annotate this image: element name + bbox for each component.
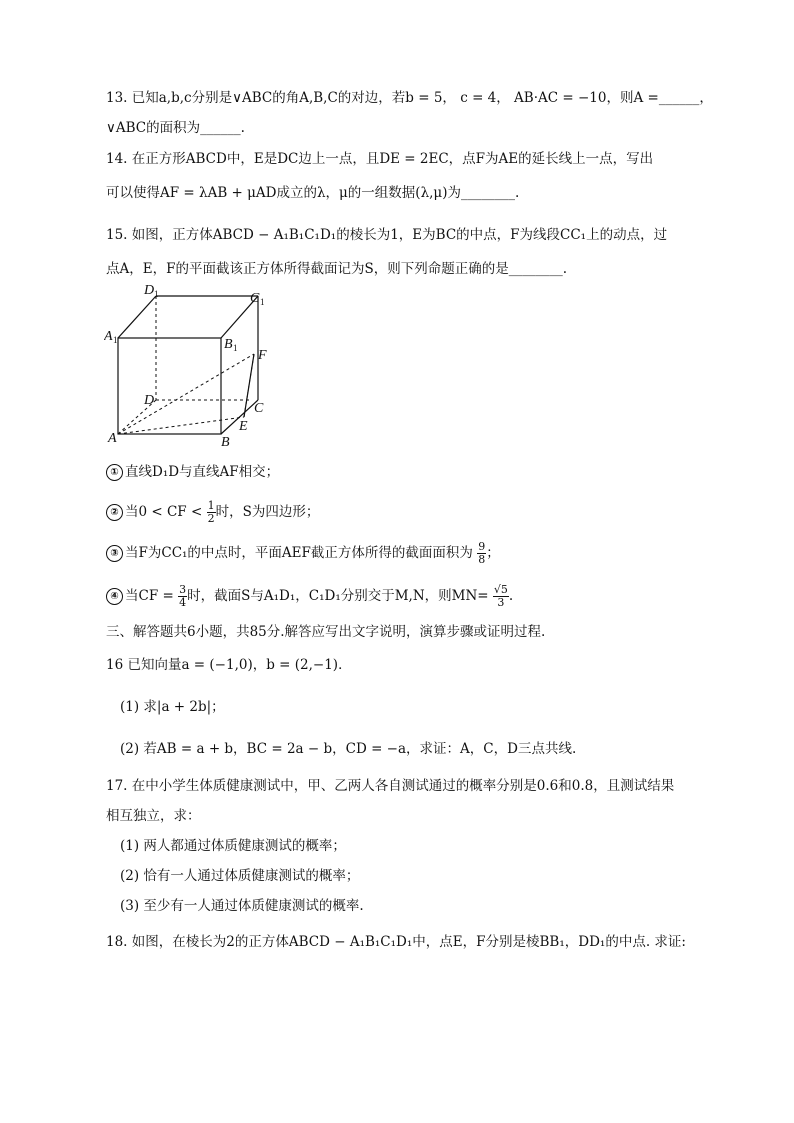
option-3-fraction-den: 8 [478, 553, 486, 566]
option-3 [106, 541, 500, 566]
option-4-text-a: 当CF = [125, 588, 174, 604]
q17-line1: 17. 在中小学生体质健康测试中，甲、乙两人各自测试通过的概率分别是0.6和0.8，且测试结果 [106, 778, 675, 794]
q13-line2: ∨ABC的面积为______. [106, 120, 245, 136]
q16-part2: (2) 若AB = a + b，BC = 2a − b，CD = −a，求证：A，C，D三点共线. [120, 741, 577, 757]
cube-figure [104, 282, 284, 452]
q15-line2: 点A，E，F的平面截该正方体所得截面记为S，则下列命题正确的是________. [106, 261, 568, 277]
option-4-fraction-num: 3 [179, 583, 187, 596]
option-1-text: 直线D₁D与直线AF相交； [125, 464, 280, 480]
option-2-marker: ② [106, 504, 123, 521]
q17-part3: (3) 至少有一人通过体质健康测试的概率. [120, 898, 364, 914]
q16-part1: (1) 求|a + 2b|； [120, 699, 225, 715]
label-D1: D [144, 283, 155, 298]
section3-heading: 三、解答题共6小题，共85分.解答应写出文字说明，演算步骤或证明过程. [106, 624, 546, 640]
option-2-fraction-den: 2 [207, 512, 215, 525]
label-C: C [254, 401, 264, 416]
option-4-fraction-2 [493, 584, 509, 609]
option-4-fraction [178, 584, 187, 609]
label-B1: B [224, 337, 233, 352]
option-2-text-a: 当0 < CF < [125, 504, 203, 520]
edge-A1D1 [118, 296, 156, 338]
option-4-marker: ④ [106, 588, 123, 605]
q18-line1: 18. 如图，在棱长为2的正方体ABCD − A₁B₁C₁D₁中，点E，F分别是棱BB₁，DD₁的中点. 求证: [106, 934, 686, 950]
option-3-fraction-num: 9 [478, 540, 486, 553]
q17-part1: (1) 两人都通过体质健康测试的概率； [120, 838, 346, 854]
label-C1-sub: 1 [260, 297, 265, 307]
q16-line1: 16 已知向量a = (−1,0)，b = (2,−1)． [106, 657, 352, 673]
label-F: F [258, 348, 267, 363]
option-1 [106, 462, 279, 482]
option-2-fraction-num: 1 [207, 499, 215, 512]
label-A1: A [104, 329, 113, 344]
line-AE [118, 417, 244, 434]
q17-line2: 相互独立，求： [106, 808, 201, 824]
q14-line1: 14. 在正方形ABCD中，E是DC边上一点，且DE = 2EC，点F为AE的延长线上一点，写出 [106, 151, 654, 167]
label-D: D [144, 393, 155, 408]
label-B1-sub: 1 [233, 343, 238, 353]
option-2 [106, 500, 319, 525]
front-face [118, 338, 221, 434]
option-4-fraction-2-den: 3 [497, 596, 505, 609]
q17-part2: (2) 恰有一人通过体质健康测试的概率； [120, 868, 360, 884]
label-D1-sub: 1 [154, 289, 159, 299]
label-E: E [239, 419, 248, 434]
label-A: A [108, 431, 117, 446]
label-A1-sub: 1 [113, 335, 118, 345]
option-3-fraction [477, 541, 486, 566]
option-1-marker: ① [106, 464, 123, 481]
option-4-text-b: 时，截面S与A₁D₁，C₁D₁分别交于M,N，则MN= [187, 588, 489, 604]
option-4 [106, 584, 513, 609]
option-3-text-b: ； [486, 545, 500, 561]
q14-line2: 可以使得AF = λAB + μAD成立的λ，μ的一组数据(λ,μ)为________. [106, 185, 520, 201]
option-3-text-a: 当F为CC₁的中点时，平面AEF截正方体所得的截面面积为 [125, 545, 473, 561]
label-B: B [221, 435, 230, 450]
option-3-marker: ③ [106, 545, 123, 562]
option-4-fraction-2-num: √5 [493, 583, 508, 596]
label-C1: C [250, 291, 260, 306]
option-4-text-c: . [508, 588, 514, 604]
q13-line1: 13. 已知a,b,c分别是∨ABC的角A,B,C的对边，若b = 5， c = 4， AB·AC = −10，则A =______， [106, 90, 713, 106]
option-2-text-b: 时，S为四边形； [215, 504, 320, 520]
q15-line1: 15. 如图，正方体ABCD − A₁B₁C₁D₁的棱长为1，E为BC的中点，F为线段CC₁上的动点，过 [106, 227, 668, 243]
option-4-fraction-den: 4 [179, 596, 187, 609]
option-2-fraction [207, 500, 216, 525]
